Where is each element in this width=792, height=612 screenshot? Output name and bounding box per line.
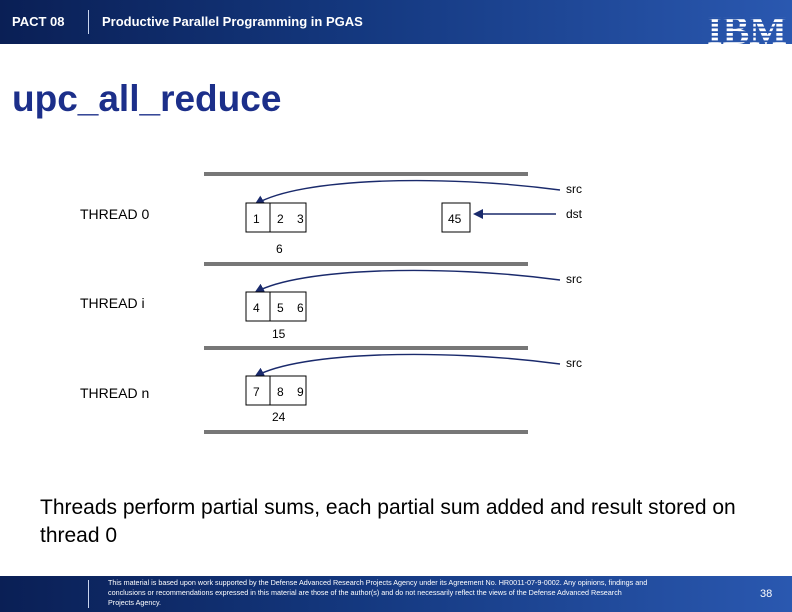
src-arrow-thread-0 [256,181,560,204]
segment-bar-top [204,172,528,176]
segment-bar-thread-0 [204,262,528,266]
src-label-thread-i: src [566,272,582,286]
dst-value: 45 [448,212,462,226]
value-cell: 1 [253,212,260,226]
src-arrow-thread-i [256,270,560,292]
partial-sum-thread-n: 24 [272,410,286,424]
src-label-thread-0: src [566,182,582,196]
value-cell: 6 [297,301,304,315]
thread-n-label: THREAD n [80,385,150,401]
src-arrow-thread-n [256,354,560,376]
slide-caption: Threads perform partial sums, each partial sum added and result stored on thread 0 [40,496,736,547]
slide-title: upc_all_reduce [12,78,282,119]
dst-label: dst [566,207,583,221]
conference-label: PACT 08 [12,14,65,29]
value-cell: 4 [253,301,260,315]
value-cell: 7 [253,385,260,399]
segment-bar-thread-n [204,430,528,434]
page-number: 38 [760,588,773,600]
thread-0-label: THREAD 0 [80,206,150,222]
partial-sum-thread-i: 15 [272,327,286,341]
value-cell: 8 [277,385,284,399]
course-title: Productive Parallel Programming in PGAS [102,14,363,29]
value-cell: 2 [277,212,284,226]
darpa-disclaimer: This material is based upon work supported by the Defense Advanced Research Projects Agency under its Agreement No. HR0011-07-9-0002. Any opinions, findings and conclusions or recommendations expressed in this material are those of the author(s) and do not necessarily reflect the views of the Defense Advanced Research Projects Agency. [108,578,648,607]
footer-divider [88,580,89,608]
thread-i-label: THREAD i [80,295,145,311]
value-cell: 9 [297,385,304,399]
value-cell: 5 [277,301,284,315]
logo-text: IBM [707,8,787,53]
value-cell: 3 [297,212,304,226]
src-label-thread-n: src [566,356,582,370]
segment-bar-thread-i [204,346,528,350]
partial-sum-thread-0: 6 [276,242,283,256]
footer-bar [0,576,792,612]
